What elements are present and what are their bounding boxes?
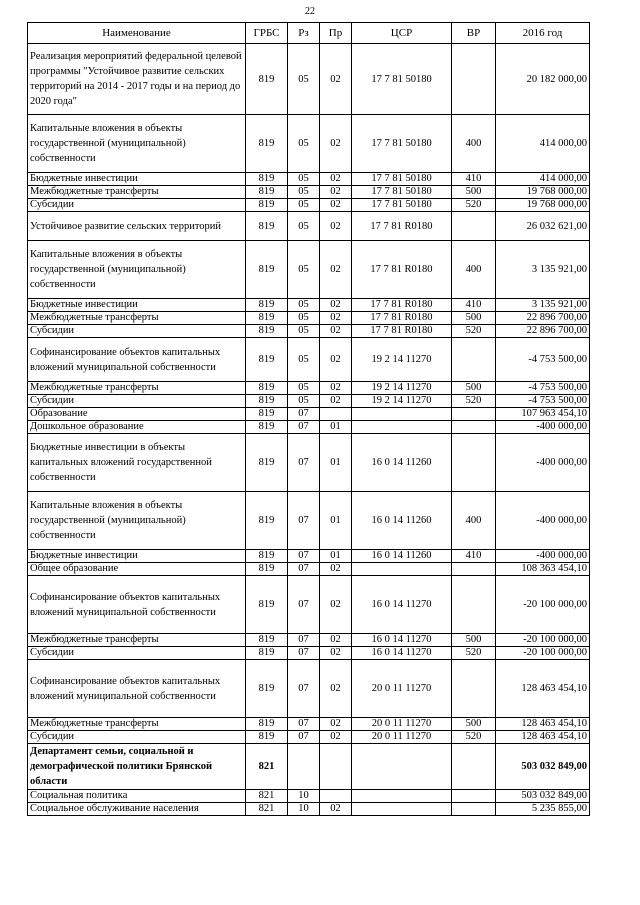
table-row <box>28 492 590 550</box>
cell-vr <box>452 434 496 492</box>
cell-csr: 17 7 81 R0180 <box>352 325 452 338</box>
cell-rz: 07 <box>288 421 320 434</box>
col-header-name: Наименование <box>28 23 246 44</box>
table-row <box>28 241 590 299</box>
cell-name: Устойчивое развитие сельских территорий <box>28 212 246 241</box>
cell-grbs: 819 <box>246 395 288 408</box>
cell-vr <box>452 44 496 115</box>
cell-vr: 500 <box>452 382 496 395</box>
cell-rz: 05 <box>288 44 320 115</box>
cell-pr: 02 <box>320 731 352 744</box>
cell-rz: 07 <box>288 563 320 576</box>
cell-amount: 22 896 700,00 <box>496 312 590 325</box>
cell-amount: 19 768 000,00 <box>496 199 590 212</box>
cell-pr <box>320 744 352 790</box>
cell-rz: 07 <box>288 434 320 492</box>
cell-name: Субсидии <box>28 647 246 660</box>
cell-grbs: 819 <box>246 325 288 338</box>
cell-vr: 500 <box>452 186 496 199</box>
cell-vr <box>452 408 496 421</box>
table-row <box>28 44 590 115</box>
cell-pr: 02 <box>320 212 352 241</box>
cell-rz: 05 <box>288 212 320 241</box>
budget-table <box>27 22 590 816</box>
cell-rz: 07 <box>288 660 320 718</box>
table-row <box>28 338 590 382</box>
cell-rz: 05 <box>288 115 320 173</box>
table-row <box>28 299 590 312</box>
table-row <box>28 199 590 212</box>
cell-grbs: 821 <box>246 803 288 816</box>
cell-csr: 17 7 81 R0180 <box>352 299 452 312</box>
cell-vr <box>452 790 496 803</box>
col-header-vr: ВР <box>452 23 496 44</box>
table-row <box>28 325 590 338</box>
cell-grbs: 819 <box>246 186 288 199</box>
cell-pr: 02 <box>320 199 352 212</box>
cell-grbs: 819 <box>246 382 288 395</box>
col-header-rz: Рз <box>288 23 320 44</box>
cell-pr: 02 <box>320 718 352 731</box>
cell-rz: 05 <box>288 241 320 299</box>
cell-name: Социальное обслуживание населения <box>28 803 246 816</box>
cell-csr: 16 0 14 11260 <box>352 550 452 563</box>
cell-rz: 05 <box>288 382 320 395</box>
cell-name: Межбюджетные трансферты <box>28 186 246 199</box>
cell-name: Образование <box>28 408 246 421</box>
cell-grbs: 819 <box>246 212 288 241</box>
cell-csr: 17 7 81 50180 <box>352 186 452 199</box>
cell-name: Субсидии <box>28 325 246 338</box>
cell-amount: -400 000,00 <box>496 434 590 492</box>
cell-csr <box>352 563 452 576</box>
cell-grbs: 819 <box>246 718 288 731</box>
cell-amount: -400 000,00 <box>496 492 590 550</box>
cell-amount: -4 753 500,00 <box>496 338 590 382</box>
cell-grbs: 819 <box>246 241 288 299</box>
cell-grbs: 819 <box>246 338 288 382</box>
cell-name: Межбюджетные трансферты <box>28 382 246 395</box>
cell-grbs: 819 <box>246 115 288 173</box>
cell-csr <box>352 790 452 803</box>
cell-csr: 17 7 81 50180 <box>352 173 452 186</box>
cell-vr: 520 <box>452 325 496 338</box>
table-row <box>28 803 590 816</box>
cell-grbs: 819 <box>246 44 288 115</box>
col-header-pr: Пр <box>320 23 352 44</box>
cell-grbs: 819 <box>246 634 288 647</box>
cell-vr: 500 <box>452 718 496 731</box>
table-row <box>28 395 590 408</box>
table-row <box>28 731 590 744</box>
cell-vr <box>452 576 496 634</box>
table-row <box>28 186 590 199</box>
cell-amount: 3 135 921,00 <box>496 241 590 299</box>
cell-rz: 10 <box>288 803 320 816</box>
cell-rz: 05 <box>288 299 320 312</box>
cell-grbs: 819 <box>246 550 288 563</box>
col-header-amount: 2016 год <box>496 23 590 44</box>
cell-grbs: 819 <box>246 434 288 492</box>
cell-rz: 05 <box>288 312 320 325</box>
table-row <box>28 660 590 718</box>
cell-grbs: 819 <box>246 173 288 186</box>
table-row <box>28 718 590 731</box>
cell-name: Реализация мероприятий федеральной целевой программы "Устойчивое развитие сельских территорий на 2014 - 2017 годы и на период до 2020 года" <box>28 44 246 115</box>
cell-pr: 02 <box>320 312 352 325</box>
page-number: 22 <box>305 6 315 17</box>
cell-csr: 17 7 81 50180 <box>352 115 452 173</box>
cell-amount: 19 768 000,00 <box>496 186 590 199</box>
cell-amount: -400 000,00 <box>496 421 590 434</box>
cell-name: Межбюджетные трансферты <box>28 312 246 325</box>
cell-rz: 07 <box>288 647 320 660</box>
cell-rz: 07 <box>288 731 320 744</box>
cell-grbs: 819 <box>246 421 288 434</box>
cell-rz: 05 <box>288 338 320 382</box>
cell-pr: 02 <box>320 382 352 395</box>
cell-rz <box>288 744 320 790</box>
cell-csr <box>352 408 452 421</box>
cell-name: Департамент семьи, социальной и демографической политики Брянской области <box>28 744 246 790</box>
cell-pr: 02 <box>320 44 352 115</box>
cell-vr: 410 <box>452 173 496 186</box>
cell-amount: 128 463 454,10 <box>496 731 590 744</box>
cell-rz: 05 <box>288 395 320 408</box>
cell-name: Капитальные вложения в объекты государственной (муниципальной) собственности <box>28 115 246 173</box>
cell-csr: 20 0 11 11270 <box>352 660 452 718</box>
cell-pr: 02 <box>320 803 352 816</box>
cell-pr: 01 <box>320 421 352 434</box>
cell-vr: 410 <box>452 550 496 563</box>
table-row <box>28 647 590 660</box>
cell-csr: 16 0 14 11270 <box>352 576 452 634</box>
cell-pr: 02 <box>320 395 352 408</box>
cell-rz: 10 <box>288 790 320 803</box>
cell-grbs: 821 <box>246 790 288 803</box>
cell-grbs: 819 <box>246 312 288 325</box>
cell-pr: 02 <box>320 647 352 660</box>
cell-vr <box>452 803 496 816</box>
cell-amount: 414 000,00 <box>496 173 590 186</box>
table-row <box>28 115 590 173</box>
cell-pr: 01 <box>320 550 352 563</box>
cell-csr: 19 2 14 11270 <box>352 338 452 382</box>
col-header-csr: ЦСР <box>352 23 452 44</box>
cell-csr <box>352 421 452 434</box>
table-row <box>28 212 590 241</box>
cell-grbs: 819 <box>246 576 288 634</box>
cell-name: Межбюджетные трансферты <box>28 718 246 731</box>
cell-amount: 503 032 849,00 <box>496 744 590 790</box>
cell-name: Бюджетные инвестиции <box>28 299 246 312</box>
cell-csr: 19 2 14 11270 <box>352 395 452 408</box>
cell-vr: 500 <box>452 634 496 647</box>
cell-rz: 07 <box>288 576 320 634</box>
cell-csr <box>352 744 452 790</box>
cell-vr: 500 <box>452 312 496 325</box>
cell-pr: 02 <box>320 325 352 338</box>
cell-name: Бюджетные инвестиции <box>28 173 246 186</box>
cell-grbs: 819 <box>246 299 288 312</box>
cell-amount: 128 463 454,10 <box>496 660 590 718</box>
cell-rz: 07 <box>288 550 320 563</box>
table-row <box>28 408 590 421</box>
cell-name: Софинансирование объектов капитальных вложений муниципальной собственности <box>28 660 246 718</box>
cell-pr: 02 <box>320 576 352 634</box>
cell-grbs: 819 <box>246 731 288 744</box>
cell-grbs: 821 <box>246 744 288 790</box>
col-header-grbs: ГРБС <box>246 23 288 44</box>
cell-name: Субсидии <box>28 731 246 744</box>
cell-csr: 19 2 14 11270 <box>352 382 452 395</box>
cell-name: Дошкольное образование <box>28 421 246 434</box>
table-row <box>28 173 590 186</box>
cell-name: Субсидии <box>28 395 246 408</box>
cell-vr: 400 <box>452 115 496 173</box>
table-body <box>28 44 590 816</box>
table-row <box>28 563 590 576</box>
cell-csr <box>352 803 452 816</box>
cell-csr: 17 7 81 50180 <box>352 199 452 212</box>
cell-pr: 02 <box>320 563 352 576</box>
cell-rz: 07 <box>288 492 320 550</box>
cell-csr: 17 7 81 R0180 <box>352 312 452 325</box>
cell-name: Межбюджетные трансферты <box>28 634 246 647</box>
table-row <box>28 421 590 434</box>
cell-vr: 520 <box>452 199 496 212</box>
table-header-row <box>28 23 590 44</box>
cell-name: Софинансирование объектов капитальных вложений муниципальной собственности <box>28 338 246 382</box>
cell-amount: 414 000,00 <box>496 115 590 173</box>
cell-name: Социальная политика <box>28 790 246 803</box>
cell-vr <box>452 563 496 576</box>
cell-vr: 520 <box>452 647 496 660</box>
table-row <box>28 634 590 647</box>
cell-grbs: 819 <box>246 492 288 550</box>
cell-name: Общее образование <box>28 563 246 576</box>
cell-name: Бюджетные инвестиции в объекты капитальных вложений государственной собственности <box>28 434 246 492</box>
cell-amount: 503 032 849,00 <box>496 790 590 803</box>
cell-vr <box>452 744 496 790</box>
cell-amount: -20 100 000,00 <box>496 647 590 660</box>
cell-csr: 16 0 14 11260 <box>352 492 452 550</box>
cell-grbs: 819 <box>246 199 288 212</box>
cell-rz: 07 <box>288 634 320 647</box>
cell-pr <box>320 408 352 421</box>
cell-rz: 07 <box>288 408 320 421</box>
cell-pr: 02 <box>320 186 352 199</box>
table-row <box>28 576 590 634</box>
cell-pr: 01 <box>320 492 352 550</box>
cell-name: Бюджетные инвестиции <box>28 550 246 563</box>
cell-vr: 520 <box>452 395 496 408</box>
cell-vr <box>452 660 496 718</box>
cell-csr: 17 7 81 R0180 <box>352 241 452 299</box>
cell-csr: 17 7 81 R0180 <box>352 212 452 241</box>
cell-pr: 02 <box>320 634 352 647</box>
cell-grbs: 819 <box>246 563 288 576</box>
cell-vr: 400 <box>452 241 496 299</box>
cell-pr: 02 <box>320 241 352 299</box>
cell-vr <box>452 338 496 382</box>
cell-vr <box>452 421 496 434</box>
cell-amount: 26 032 621,00 <box>496 212 590 241</box>
cell-vr: 410 <box>452 299 496 312</box>
cell-name: Софинансирование объектов капитальных вложений муниципальной собственности <box>28 576 246 634</box>
cell-name: Субсидии <box>28 199 246 212</box>
cell-csr: 17 7 81 50180 <box>352 44 452 115</box>
cell-csr: 20 0 11 11270 <box>352 718 452 731</box>
cell-amount: 128 463 454,10 <box>496 718 590 731</box>
cell-grbs: 819 <box>246 660 288 718</box>
cell-name: Капитальные вложения в объекты государственной (муниципальной) собственности <box>28 241 246 299</box>
cell-amount: 20 182 000,00 <box>496 44 590 115</box>
cell-grbs: 819 <box>246 647 288 660</box>
cell-rz: 05 <box>288 199 320 212</box>
cell-rz: 05 <box>288 186 320 199</box>
cell-amount: 3 135 921,00 <box>496 299 590 312</box>
cell-pr: 02 <box>320 338 352 382</box>
cell-vr: 520 <box>452 731 496 744</box>
cell-amount: 107 963 454,10 <box>496 408 590 421</box>
cell-pr <box>320 790 352 803</box>
cell-pr: 02 <box>320 173 352 186</box>
cell-vr <box>452 212 496 241</box>
cell-amount: -20 100 000,00 <box>496 576 590 634</box>
cell-amount: -4 753 500,00 <box>496 382 590 395</box>
cell-rz: 07 <box>288 718 320 731</box>
cell-pr: 02 <box>320 660 352 718</box>
cell-amount: -400 000,00 <box>496 550 590 563</box>
cell-pr: 02 <box>320 299 352 312</box>
cell-csr: 20 0 11 11270 <box>352 731 452 744</box>
table-row <box>28 312 590 325</box>
cell-amount: 108 363 454,10 <box>496 563 590 576</box>
cell-rz: 05 <box>288 325 320 338</box>
cell-grbs: 819 <box>246 408 288 421</box>
cell-amount: -20 100 000,00 <box>496 634 590 647</box>
cell-pr: 01 <box>320 434 352 492</box>
cell-csr: 16 0 14 11270 <box>352 634 452 647</box>
cell-rz: 05 <box>288 173 320 186</box>
table-row <box>28 434 590 492</box>
table-row <box>28 744 590 790</box>
cell-pr: 02 <box>320 115 352 173</box>
cell-csr: 16 0 14 11270 <box>352 647 452 660</box>
cell-name: Капитальные вложения в объекты государственной (муниципальной) собственности <box>28 492 246 550</box>
table-row <box>28 790 590 803</box>
cell-amount: -4 753 500,00 <box>496 395 590 408</box>
cell-csr: 16 0 14 11260 <box>352 434 452 492</box>
table-row <box>28 550 590 563</box>
cell-vr: 400 <box>452 492 496 550</box>
table-row <box>28 382 590 395</box>
cell-amount: 5 235 855,00 <box>496 803 590 816</box>
cell-amount: 22 896 700,00 <box>496 325 590 338</box>
